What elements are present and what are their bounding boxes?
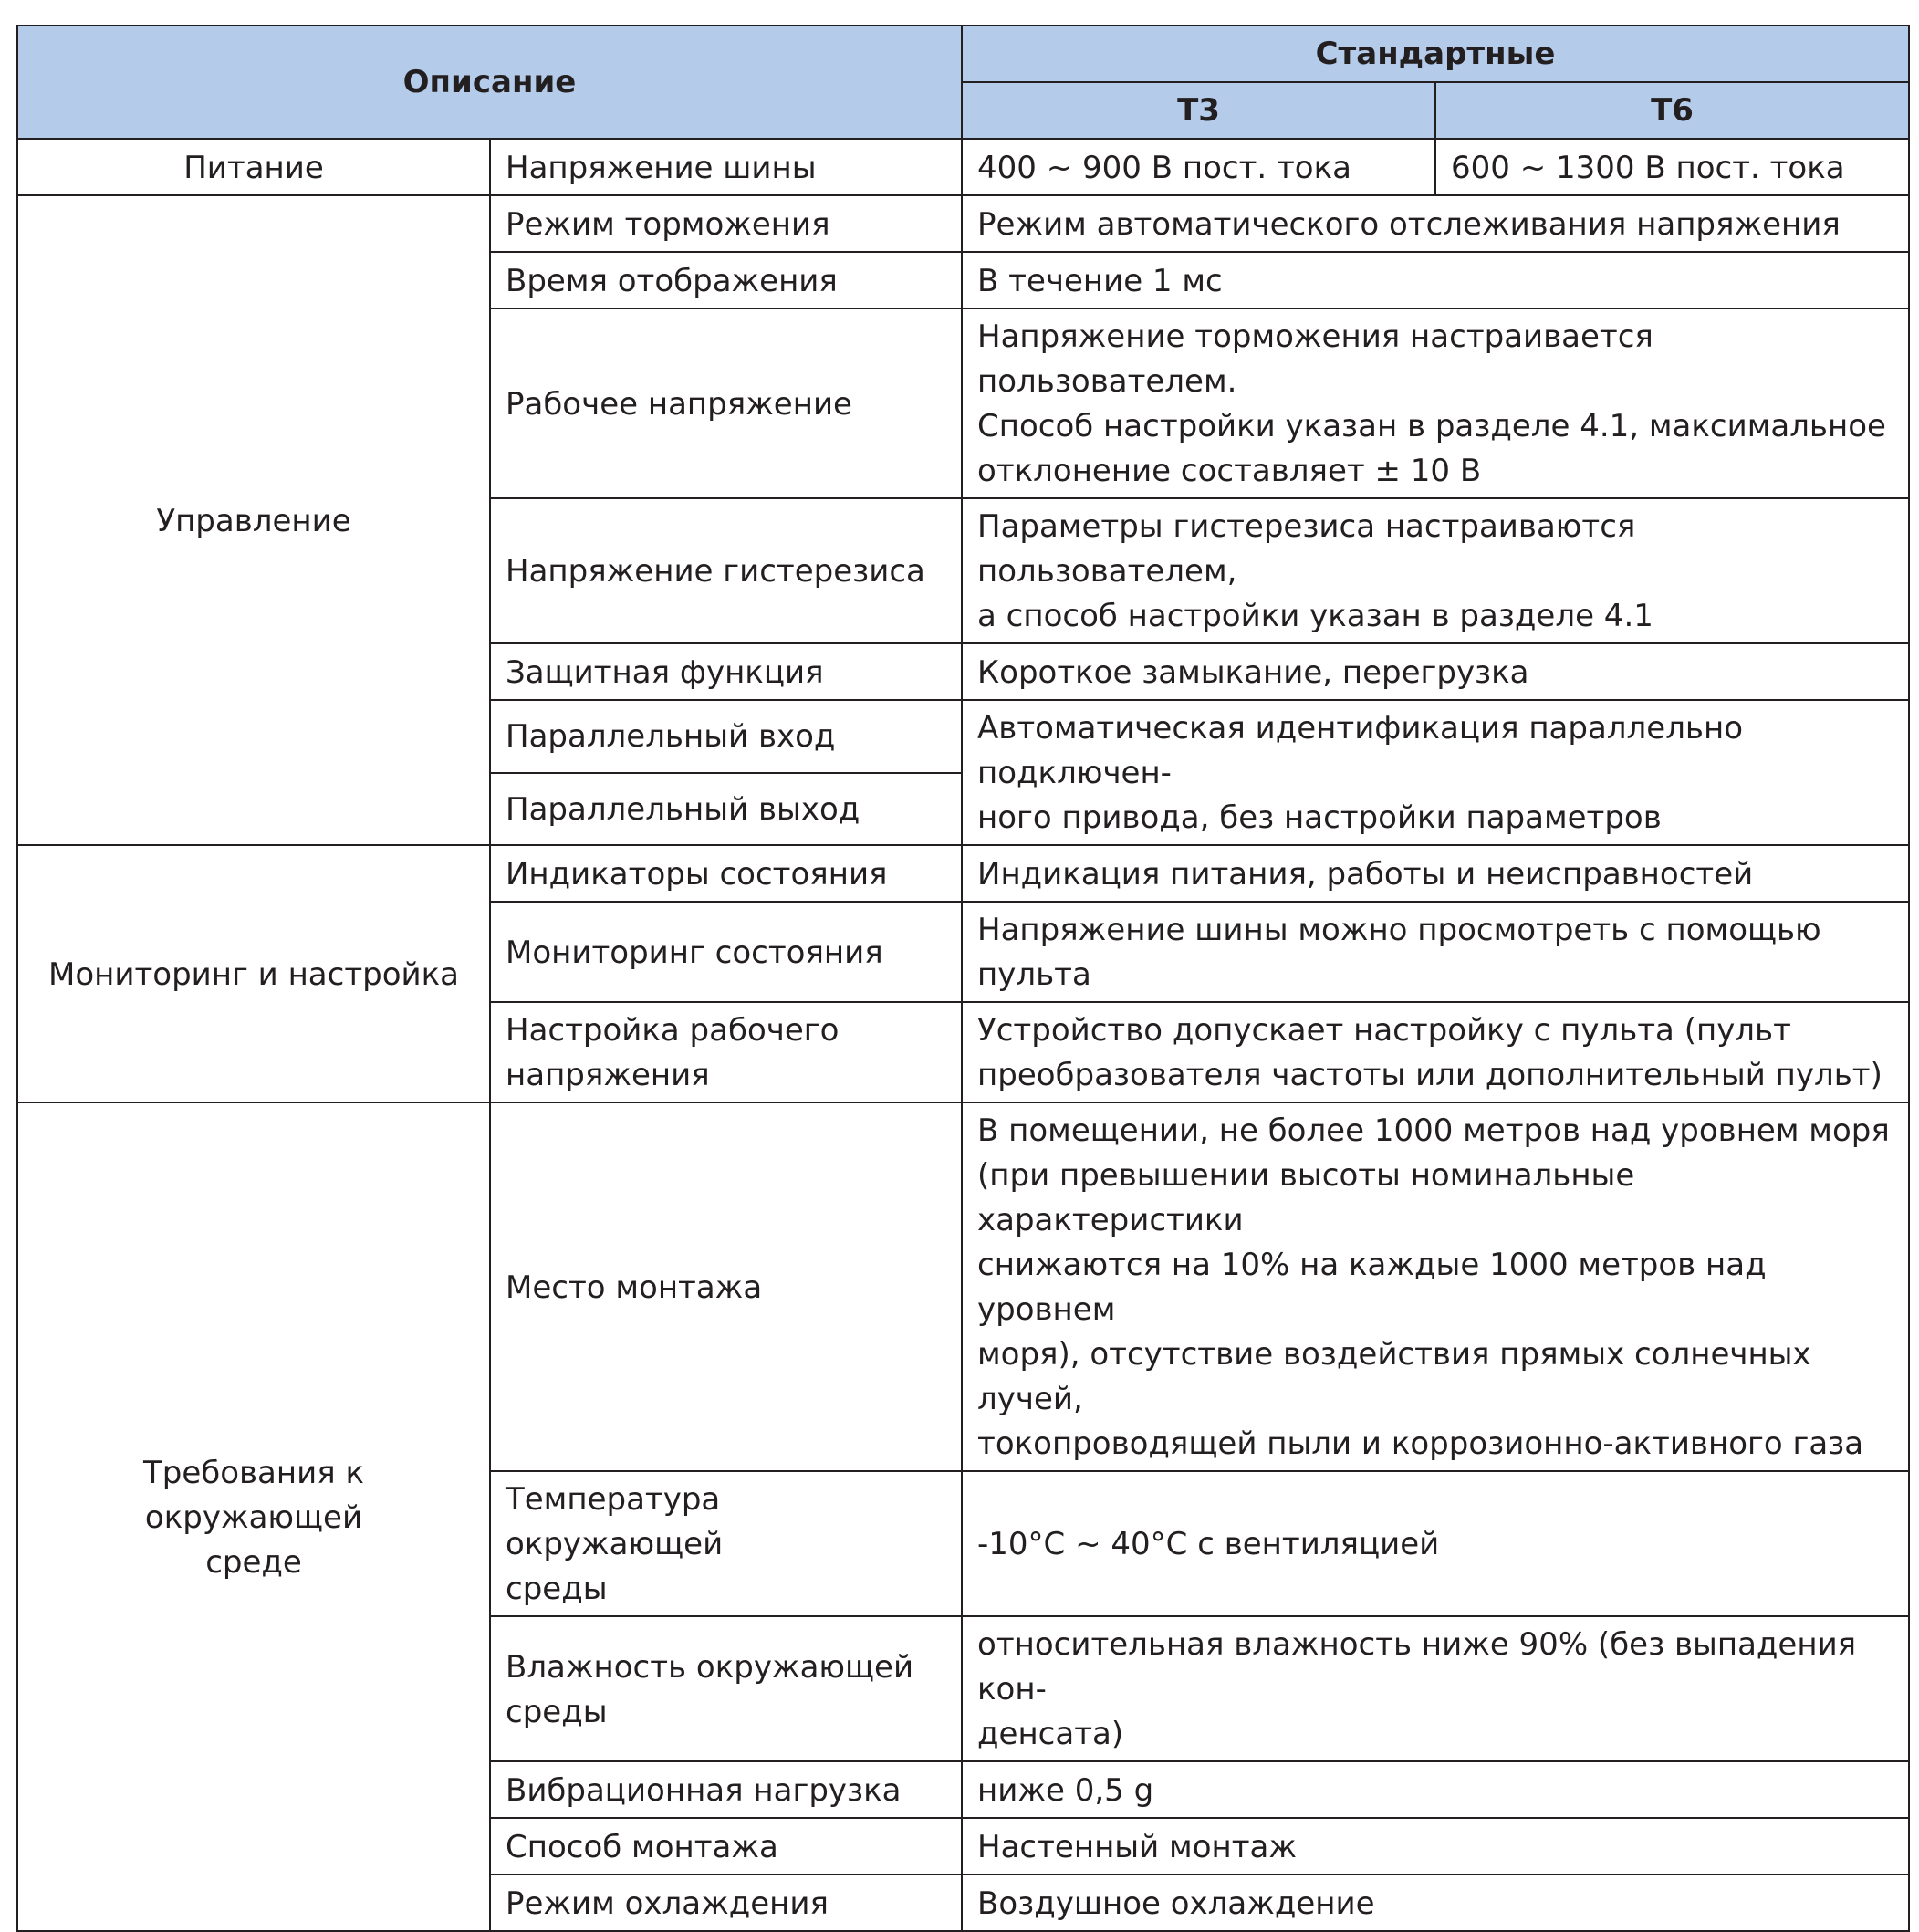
text-line: а способ настройки указан в разделе 4.1 bbox=[977, 598, 1653, 634]
param-status-indicators: Индикаторы состояния bbox=[490, 845, 962, 902]
value-bus-voltage-t6: 600 ~ 1300 В пост. тока bbox=[1435, 139, 1909, 195]
param-hysteresis: Напряжение гистерезиса bbox=[490, 498, 962, 643]
group-power: Питание bbox=[17, 139, 490, 195]
text-line: токопроводящей пыли и коррозионно-активного газа bbox=[977, 1426, 1864, 1462]
param-state-monitoring: Мониторинг состояния bbox=[490, 902, 962, 1002]
param-bus-voltage: Напряжение шины bbox=[490, 139, 962, 195]
table-row bbox=[17, 845, 1909, 902]
value-parallel bbox=[962, 700, 1909, 845]
value-mounting-method: Настенный монтаж bbox=[962, 1818, 1909, 1875]
group-environment bbox=[17, 1102, 490, 1931]
text-line: Устройство допускает настройку с пульта (пульт bbox=[977, 1012, 1791, 1049]
text-line: среде bbox=[205, 1543, 302, 1581]
value-state-monitoring: Напряжение шины можно просмотреть с помощью пульта bbox=[962, 902, 1909, 1002]
text-line: моря), отсутствие воздействия прямых солнечных лучей, bbox=[977, 1336, 1811, 1417]
value-bus-voltage-t3: 400 ~ 900 В пост. тока bbox=[962, 139, 1435, 195]
param-braking-mode: Режим торможения bbox=[490, 195, 962, 252]
text-line: Параметры гистерезиса настраиваются пользователем, bbox=[977, 508, 1636, 590]
value-protection: Короткое замыкание, перегрузка bbox=[962, 643, 1909, 700]
param-parallel-input: Параллельный вход bbox=[490, 700, 962, 773]
value-display-time: В течение 1 мс bbox=[962, 252, 1909, 308]
header-standard: Стандартные bbox=[962, 26, 1909, 82]
param-working-voltage: Рабочее напряжение bbox=[490, 308, 962, 498]
value-status-indicators: Индикация питания, работы и неисправностей bbox=[962, 845, 1909, 902]
text-line: денсата) bbox=[977, 1716, 1124, 1752]
text-line: среды bbox=[506, 1693, 608, 1730]
text-line: отклонение составляет ± 10 В bbox=[977, 453, 1482, 489]
param-ambient-humidity bbox=[490, 1616, 962, 1761]
text-line: Напряжение торможения настраивается пользователем. bbox=[977, 319, 1653, 400]
param-voltage-setting bbox=[490, 1002, 962, 1102]
header-t6: T6 bbox=[1435, 82, 1909, 139]
value-voltage-setting bbox=[962, 1002, 1909, 1102]
text-line: Требования к окружающей bbox=[142, 1454, 365, 1536]
table-row bbox=[17, 195, 1909, 252]
header-description: Описание bbox=[17, 26, 962, 139]
group-monitoring: Мониторинг и настройка bbox=[17, 845, 490, 1102]
specifications-table bbox=[16, 25, 1910, 1932]
header-t3: T3 bbox=[962, 82, 1435, 139]
param-parallel-output: Параллельный выход bbox=[490, 773, 962, 846]
text-line: преобразователя частоты или дополнительный пульт) bbox=[977, 1057, 1882, 1093]
param-ambient-temperature bbox=[490, 1471, 962, 1616]
text-line: В помещении, не более 1000 метров над уровнем моря bbox=[977, 1112, 1890, 1149]
text-line: ного привода, без настройки параметров bbox=[977, 799, 1662, 836]
group-control: Управление bbox=[17, 195, 490, 845]
param-display-time: Время отображения bbox=[490, 252, 962, 308]
table-row bbox=[17, 139, 1909, 195]
value-working-voltage bbox=[962, 308, 1909, 498]
value-mounting-location bbox=[962, 1102, 1909, 1471]
param-cooling-mode: Режим охлаждения bbox=[490, 1875, 962, 1931]
value-cooling-mode: Воздушное охлаждение bbox=[962, 1875, 1909, 1931]
param-protection: Защитная функция bbox=[490, 643, 962, 700]
value-vibration: ниже 0,5 g bbox=[962, 1761, 1909, 1818]
value-ambient-temperature: -10°C ~ 40°C с вентиляцией bbox=[962, 1471, 1909, 1616]
value-hysteresis bbox=[962, 498, 1909, 643]
text-line: Настройка рабочего bbox=[506, 1012, 840, 1049]
text-line: Влажность окружающей bbox=[506, 1648, 914, 1686]
text-line: относительная влажность ниже 90% (без выпадения кон- bbox=[977, 1626, 1857, 1707]
table-row bbox=[17, 1102, 1909, 1471]
param-mounting-method: Способ монтажа bbox=[490, 1818, 962, 1875]
text-line: снижаются на 10% на каждые 1000 метров над уровнем bbox=[977, 1247, 1767, 1328]
text-line: напряжения bbox=[506, 1057, 710, 1093]
text-line: среды bbox=[506, 1571, 608, 1607]
value-ambient-humidity bbox=[962, 1616, 1909, 1761]
param-vibration: Вибрационная нагрузка bbox=[490, 1761, 962, 1818]
text-line: (при превышении высоты номинальные характеристики bbox=[977, 1157, 1635, 1238]
text-line: Способ настройки указан в разделе 4.1, максимальное bbox=[977, 408, 1886, 444]
param-mounting-location: Место монтажа bbox=[490, 1102, 962, 1471]
text-line: Температура окружающей bbox=[506, 1481, 724, 1562]
text-line: Автоматическая идентификация параллельно подключен- bbox=[977, 710, 1743, 791]
value-braking-mode: Режим автоматического отслеживания напряжения bbox=[962, 195, 1909, 252]
